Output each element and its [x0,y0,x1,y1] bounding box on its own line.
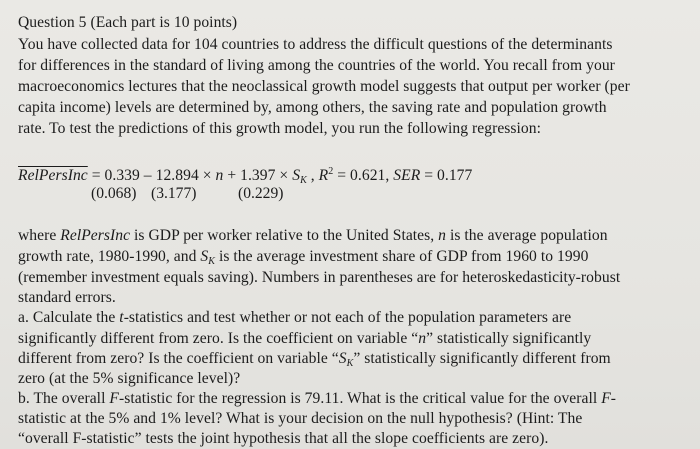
where-line-1: where RelPersInc is GDP per worker relative to the United States, n is the average population [18,227,608,244]
equation-lhs: RelPersInc [18,167,88,184]
where-line-2: growth rate, 1980-1990, and $S_K$ is the average investment share of GDP from 1960 to 1990 [18,248,589,267]
intro-line-2: for differences in the standard of living among the countries of the world. You recall from your [18,57,615,74]
part-b-line-1: b. The overall F-statistic for the regression is 79.11. What is the critical value for the overall F- [18,390,617,407]
equation-ser: SER [393,167,421,184]
part-a-line-3: different from zero? Is the coefficient on variable “$S_K$” statistically significantly different from [18,350,611,369]
intro-line-5: rate. To test the predictions of this growth model, you run the following regression: [18,120,541,137]
question-heading: Question 5 (Each part is 10 points) [18,14,238,31]
se-s: (0.229) [238,185,284,202]
where-line-3: (remember investment equals saving). Numbers in parentheses are for heteroskedasticity-robust [18,269,621,286]
part-a-line-2: significantly different from zero. Is the coefficient on variable “n” statistically significantly [18,330,592,347]
part-a-line-1: a. Calculate the t-statistics and test whether or not each of the population parameters are [18,309,572,326]
part-a-line-4: zero (at the 5% significance level)? [18,370,241,387]
where-line-4: standard errors. [18,289,116,306]
intro-line-4: capita income) levels are determined by, among others, the saving rate and population growth [18,99,607,116]
equation-var-s: S [292,167,301,184]
regression-equation: RelPersInc = $0.339 - 12.894 \times n + 1.397 \times S_K$ , $R^2 = 0.621$, SER = 0.177 [18,166,473,186]
intro-line-3: macroeconomics lectures that the neoclassical growth model suggests that output per worker (per [18,78,630,95]
intro-line-1: You have collected data for 104 countries to address the difficult questions of the determinants [18,36,613,53]
equation-r2: R [318,167,329,184]
se-n: (3.177) [151,185,197,202]
part-b-line-2: statistic at the 5% and 1% level? What is your decision on the null hypothesis? (Hint: The [18,410,583,427]
se-intercept: (0.068) [91,185,137,202]
part-b-line-3: “overall F-statistic” tests the joint hypothesis that all the slope coefficients are zero). [18,430,549,447]
equation-var-n: n [215,167,224,184]
